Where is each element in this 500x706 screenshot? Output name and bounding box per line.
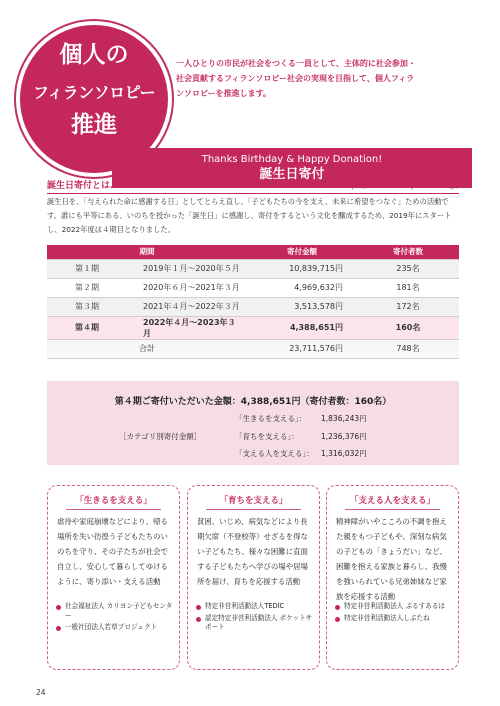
- total-label: 合計: [47, 339, 247, 358]
- header-period: 期間: [47, 245, 247, 259]
- card-title-divider: [66, 509, 161, 510]
- card-title-divider: [206, 509, 301, 510]
- span-cell: 2022年４月～2023年３月: [127, 316, 247, 339]
- org-name: 特定非営利活動法人 ぷるすあるは: [344, 602, 446, 610]
- org-list: [335, 602, 457, 625]
- card-live: [47, 485, 180, 670]
- badge-line-1: 個人の: [59, 42, 129, 68]
- section-divider: [47, 193, 459, 194]
- category-amount: 1,236,376円: [321, 432, 367, 441]
- section-body: 誕生日を、「与えられた命に感謝する日」としてとらえ直し、「子どもたちの今を支え、未来に希望をつなぐ」ための活動です。誰にも平等にある、いのちを授かった「誕生日」に感謝し、寄付をするという文化を醸成するため、2019年にスタートし、2022年度は４期目となりました。: [47, 197, 452, 234]
- summary-headline: 第４期ご寄付いただいた金額：4,388,651円（寄付者数：160名）: [114, 397, 392, 407]
- table-row-current: [47, 316, 459, 339]
- org-name: 特定非営利活動法人TEDIC: [205, 602, 285, 610]
- amount-cell: 3,513,578円: [247, 297, 357, 316]
- org-item: [56, 623, 178, 633]
- org-list: [196, 602, 318, 635]
- period-cell: 第４期: [47, 316, 127, 339]
- org-item: [335, 614, 457, 624]
- org-item: [56, 602, 178, 621]
- count-cell: 172名: [357, 297, 459, 316]
- org-name: 社会福祉法人 カリヨン子どもセンター: [65, 602, 173, 620]
- card-description: 虐待や家庭崩壊などにより、帰る場所を失い彷徨う子どもたちのいのちを守り、その子たちが社会で自立し、安心して暮らしてゆけるように、寄り添い・支える活動: [57, 517, 168, 586]
- amount-cell: 4,388,651円: [247, 316, 357, 339]
- period-cell: 第２期: [47, 278, 127, 297]
- banner-japanese-title: 誕生日寄付: [259, 167, 325, 182]
- category-cards: [47, 485, 459, 670]
- card-supporters: [326, 485, 459, 670]
- card-title: 「生きるを支える」: [75, 496, 152, 506]
- card-title: 「育ちを支える」: [219, 496, 288, 506]
- card-description: 貧困、いじめ、病気などにより長期欠席（不登校等）せざるを得ない子どもたち、様々な困難に直面する子どもたちへ学びの場や居場所を届け、育ちを応援する活動: [197, 517, 308, 586]
- period-cell: 第３期: [47, 297, 127, 316]
- header-count: 寄付者数: [357, 245, 459, 259]
- badge-line-2: フィランソロピー: [32, 83, 156, 102]
- bullet-icon: [335, 617, 340, 622]
- period-cell: 第１期: [47, 259, 127, 278]
- category-row: [235, 414, 367, 424]
- bullet-icon: [56, 605, 61, 610]
- card-title-divider: [345, 509, 440, 510]
- amount-cell: 4,969,632円: [247, 278, 357, 297]
- org-item: [335, 602, 457, 612]
- span-cell: 2019年１月～2020年５月: [127, 259, 247, 278]
- page-number: 24: [36, 688, 46, 697]
- table-row: [47, 259, 459, 278]
- table-total-row: [47, 339, 459, 358]
- table-row: [47, 297, 459, 316]
- span-cell: 2021年４月～2022年３月: [127, 297, 247, 316]
- org-item: [196, 602, 318, 612]
- badge-line-3: 推進: [71, 112, 117, 138]
- count-cell: 181名: [357, 278, 459, 297]
- table-row: [47, 278, 459, 297]
- summary-box: [47, 381, 459, 465]
- table-header-row: [47, 245, 459, 259]
- intro-text: 一人ひとりの市民が社会をつくる一員として、主体的に社会参加・社会貢献するフィランソロピー社会の実現を目指して、個人フィランソロピーを推進します。: [176, 59, 416, 98]
- total-amount: 23,711,576円: [247, 339, 357, 358]
- card-description: 精神障がいやこころの不調を抱えた親をもつ子どもや、深刻な病気の子どもの「きょうだい」など、困難を抱える家族と暮らし、我慢を強いられている兄弟姉妹など家族を応援する活動: [336, 517, 447, 601]
- bullet-icon: [335, 605, 340, 610]
- category-name: 「育ちを支える」：: [235, 432, 299, 441]
- section-title: 誕生日寄付とは…: [47, 181, 120, 191]
- section-header: [47, 180, 459, 193]
- count-cell: 235名: [357, 259, 459, 278]
- org-name: 特定非営利活動法人しぶたね: [344, 613, 430, 622]
- category-amount: 1,316,032円: [321, 449, 367, 458]
- category-label: ［カテゴリ別寄付金額］: [119, 432, 202, 441]
- org-name: 一般社団法人若草プロジェクト: [65, 623, 158, 631]
- amount-cell: 10,839,715円: [247, 259, 357, 278]
- total-count: 748名: [357, 339, 459, 358]
- website-link[interactable]: https://www.birthday-donation.jp/: [341, 182, 459, 190]
- header-amount: 寄付金額: [247, 245, 357, 259]
- span-cell: 2020年６月～2021年３月: [127, 278, 247, 297]
- category-name: 「生きるを支える」：: [235, 414, 307, 423]
- category-row: [235, 449, 367, 459]
- org-item: [196, 614, 318, 633]
- banner-english-title: Thanks Birthday & Happy Donation!: [201, 154, 383, 165]
- bullet-icon: [56, 626, 61, 631]
- category-name: 「支える人を支える」：: [235, 449, 314, 458]
- bullet-icon: [196, 617, 201, 622]
- card-growth: [187, 485, 320, 670]
- count-cell: 160名: [357, 316, 459, 339]
- category-row: [235, 432, 367, 442]
- org-list: [56, 602, 178, 635]
- category-amount: 1,836,243円: [321, 414, 367, 423]
- donation-periods-table: [47, 245, 459, 359]
- org-name: 認定特定非営利活動法人 ポケットサポート: [205, 613, 313, 631]
- card-title: 「支える人を支える」: [349, 496, 435, 506]
- bullet-icon: [196, 605, 201, 610]
